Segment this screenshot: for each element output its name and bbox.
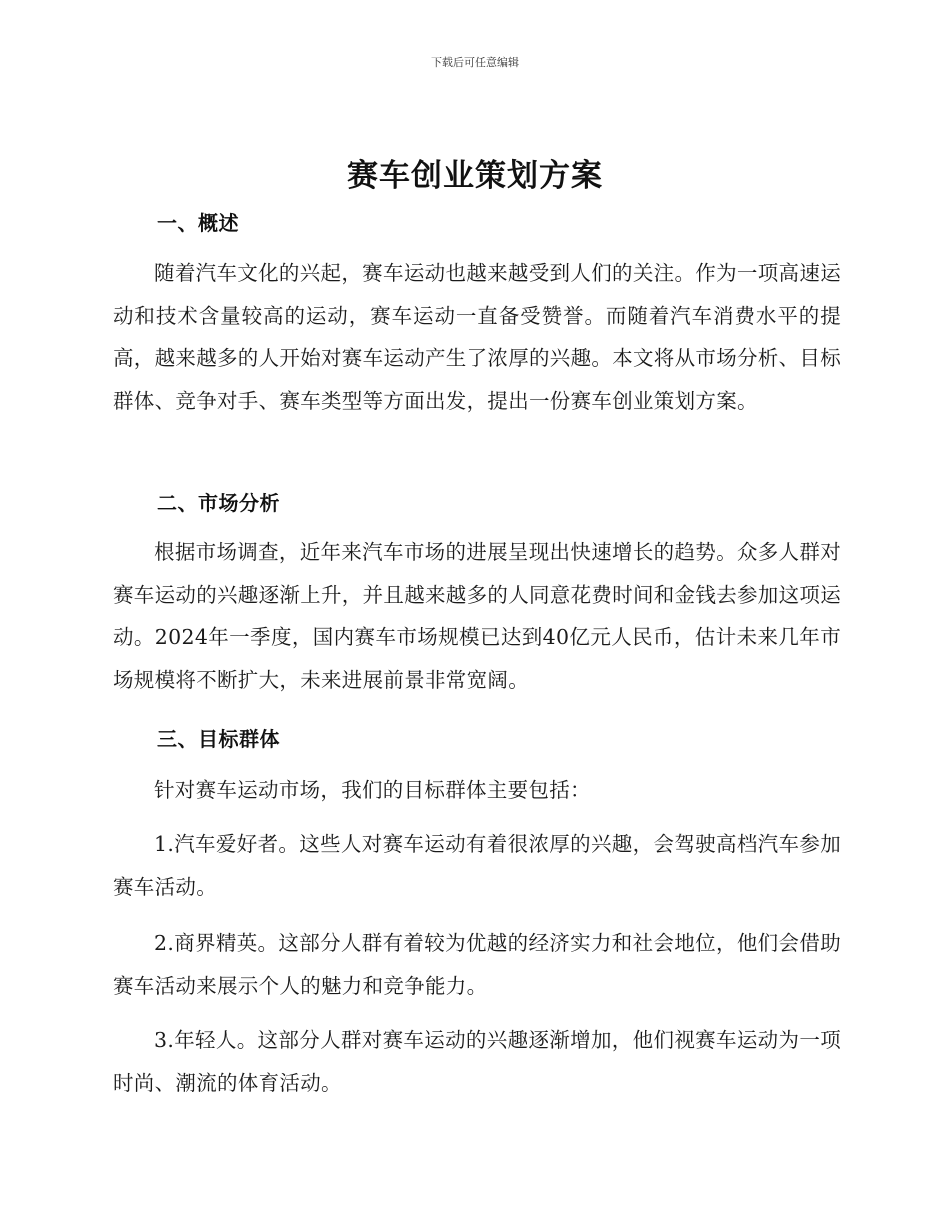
header-note: 下载后可任意编辑 (431, 56, 519, 69)
list-item-car-enthusiasts: 1.汽车爱好者。这些人对赛车运动有着很浓厚的兴趣，会驾驶高档汽车参加赛车活动。 (113, 832, 841, 899)
list-item-young-people: 3.年轻人。这部分人群对赛车运动的兴趣逐渐增加，他们视赛车运动为一项时尚、潮流的体育活动。 (113, 1028, 841, 1095)
section-heading-overview: 一、概述 (157, 211, 239, 235)
paragraph-target-intro: 针对赛车运动市场，我们的目标群体主要包括： (154, 778, 591, 802)
document-title: 赛车创业策划方案 (347, 158, 603, 194)
section-heading-market-analysis: 二、市场分析 (157, 491, 280, 515)
list-item-business-elite: 2.商界精英。这部分人群有着较为优越的经济实力和社会地位，他们会借助赛车活动来展示个人的魅力和竞争能力。 (113, 931, 841, 998)
paragraph-market-analysis: 根据市场调查，近年来汽车市场的进展呈现出快速增长的趋势。众多人群对赛车运动的兴趣逐渐上升，并且越来越多的人同意花费时间和金钱去参加这项运动。2024年一季度，国内赛车市场规模已达到40亿元人民币，估计未来几年市场规模将不断扩大，未来进展前景非常宽阔。 (113, 540, 841, 692)
paragraph-overview: 随着汽车文化的兴起，赛车运动也越来越受到人们的关注。作为一项高速运动和技术含量较高的运动，赛车运动一直备受赞誉。而随着汽车消费水平的提高，越来越多的人开始对赛车运动产生了浓厚的兴趣。本文将从市场分析、目标群体、竞争对手、赛车类型等方面出发，提出一份赛车创业策划方案。 (113, 261, 841, 413)
section-heading-target-group: 三、目标群体 (157, 727, 280, 751)
